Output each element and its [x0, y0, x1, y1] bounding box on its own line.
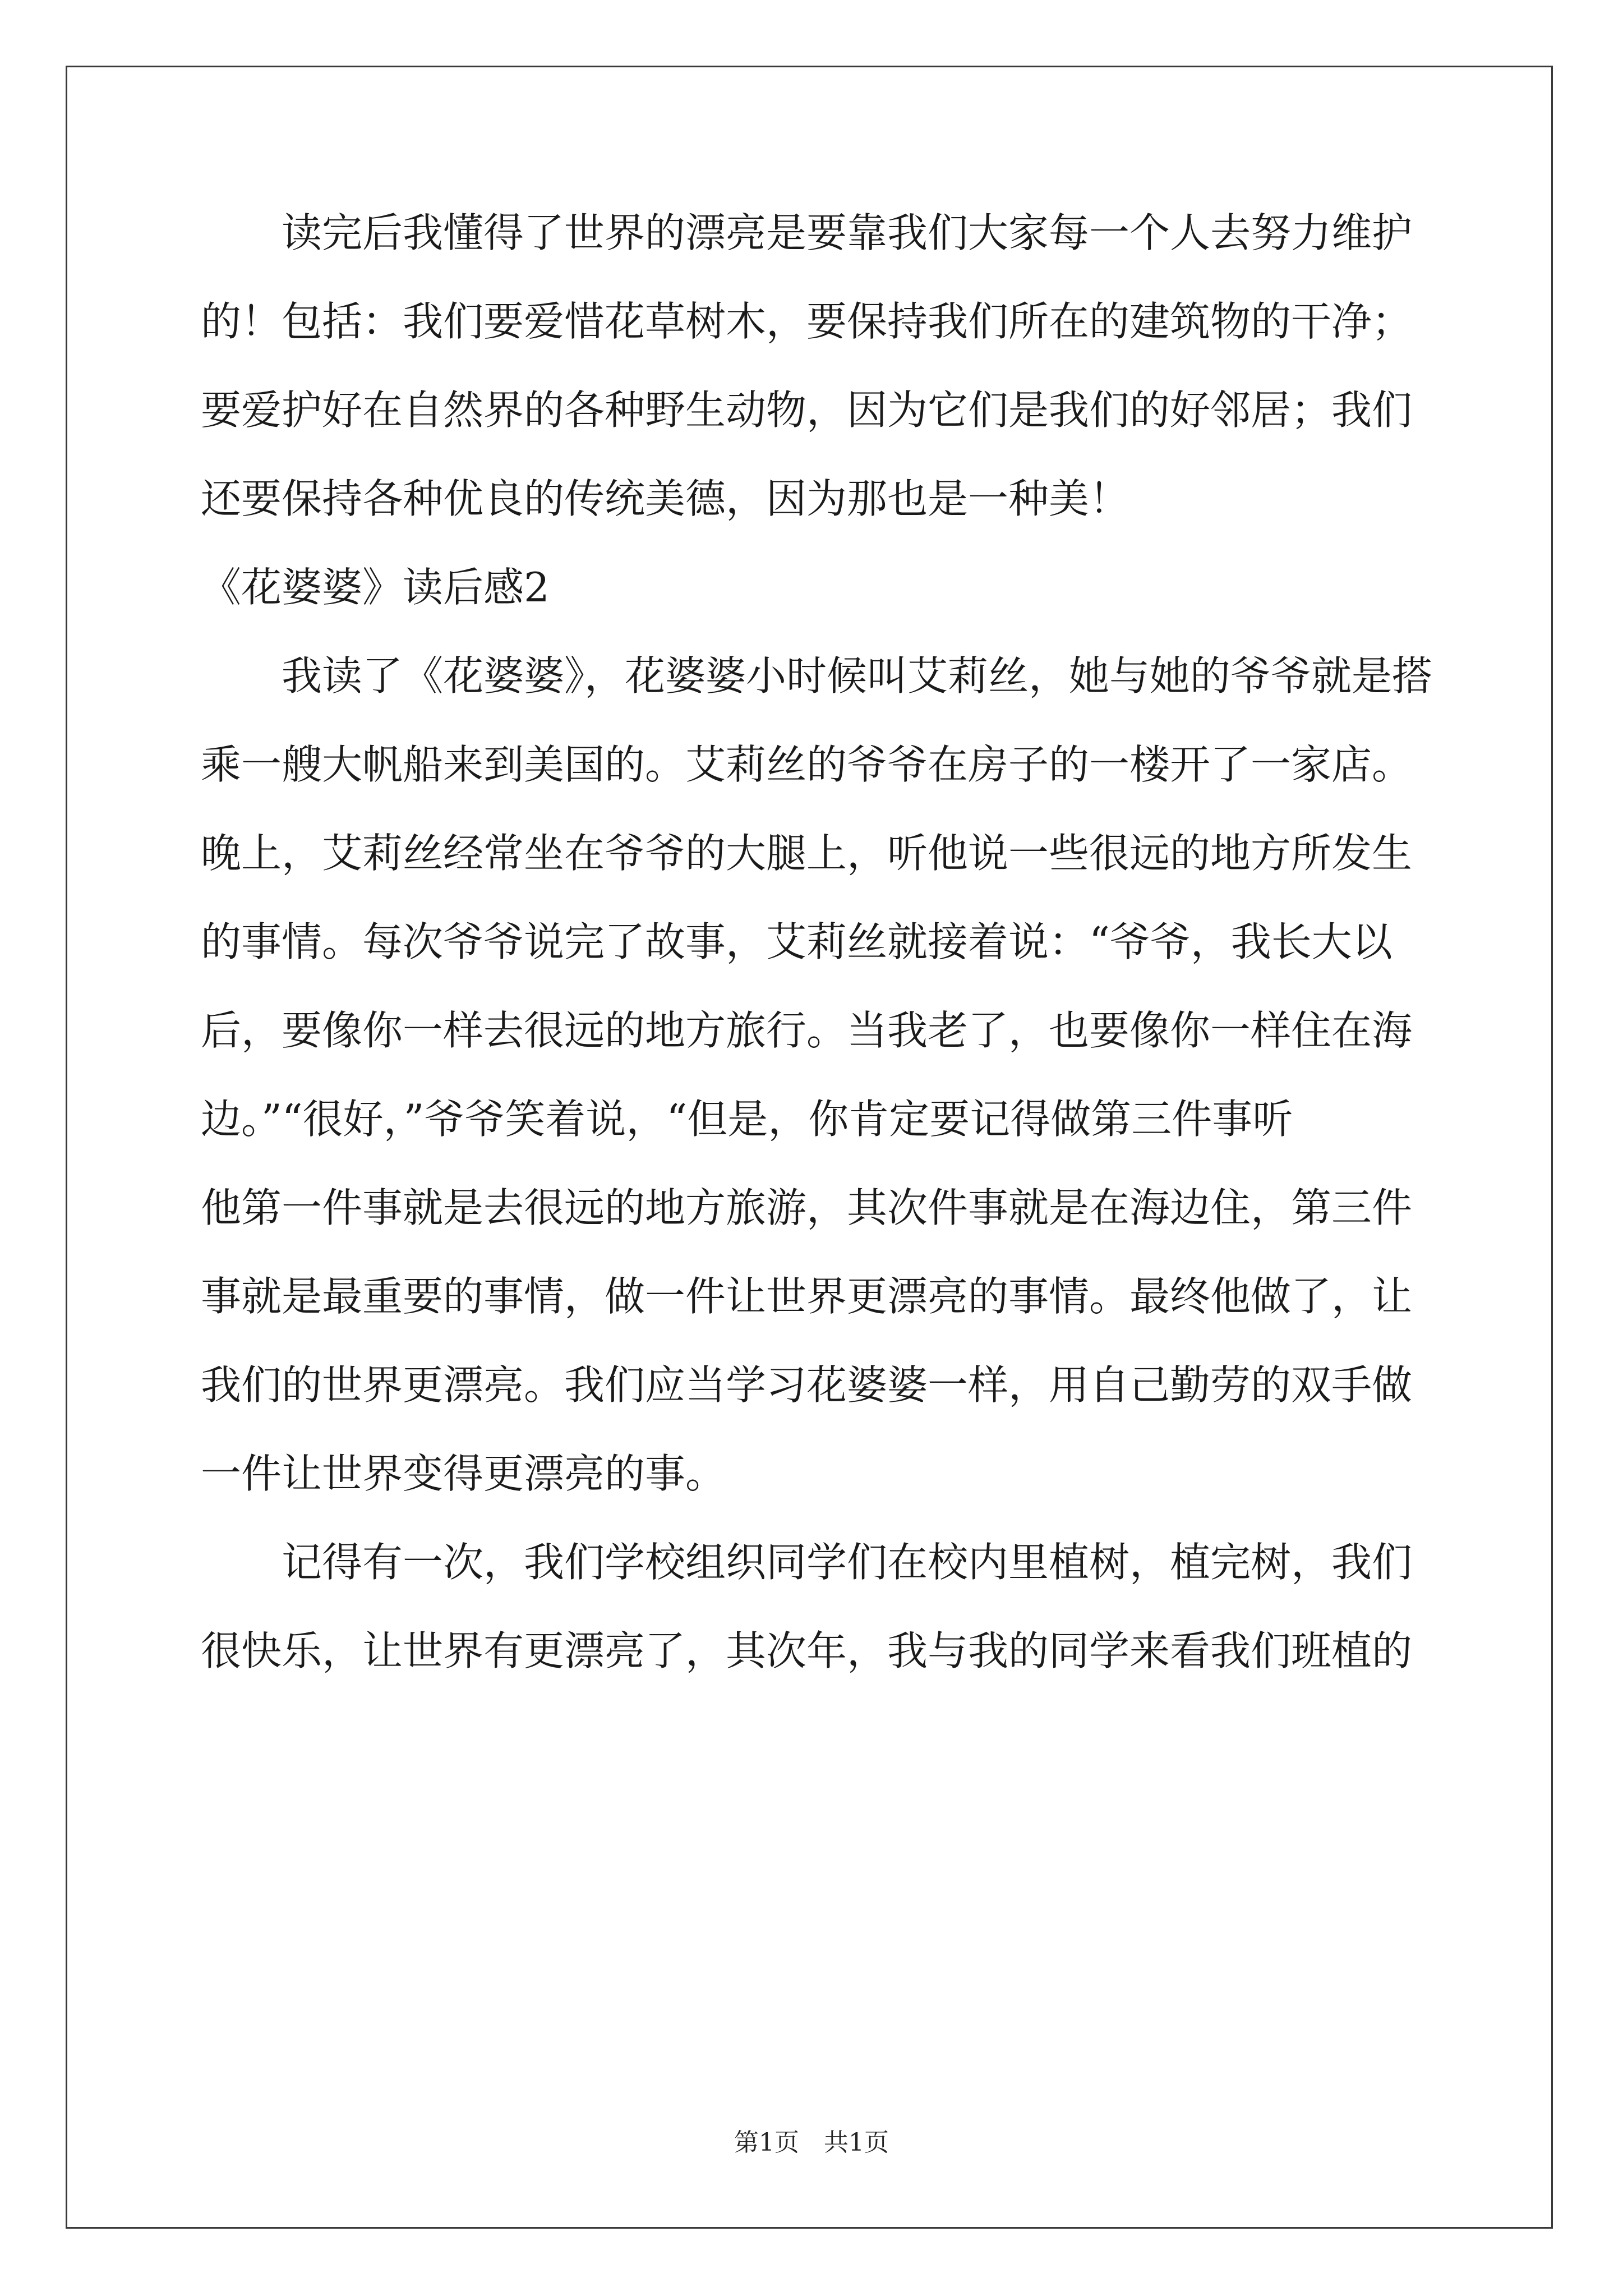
paragraph-2-line-3: 晚上，艾莉丝经常坐在爷爷的大腿上，听他说一些很远的地方所发生 — [201, 830, 1413, 877]
paragraph-1-line-2: 的！包括：我们要爱惜花草树木，要保持我们所在的建筑物的干净； — [201, 298, 1413, 345]
paragraph-1-line-4: 还要保持各种优良的传统美德，因为那也是一种美！ — [201, 475, 1130, 522]
page-number-footer: 第1页 共1页 — [734, 2128, 889, 2157]
paragraph-2-line-2: 乘一艘大帆船来到美国的。艾莉丝的爷爷在房子的一楼开了一家店。 — [201, 741, 1413, 788]
section-heading: 《花婆婆》读后感2 — [201, 564, 550, 611]
paragraph-2-line-9: 我们的世界更漂亮。我们应当学习花婆婆一样，用自己勤劳的双手做 — [201, 1361, 1413, 1409]
paragraph-3-line-1: 记得有一次，我们学校组织同学们在校内里植树，植完树，我们 — [201, 1539, 1413, 1586]
paragraph-2-line-10: 一件让世界变得更漂亮的事。 — [201, 1450, 726, 1497]
paragraph-1-line-3: 要爱护好在自然界的各种野生动物，因为它们是我们的好邻居；我们 — [201, 386, 1413, 434]
paragraph-2-line-1: 我读了《花婆婆》，花婆婆小时候叫艾莉丝，她与她的爷爷就是搭 — [201, 652, 1433, 700]
paragraph-3-line-2: 很快乐，让世界有更漂亮了，其次年，我与我的同学来看我们班植的 — [201, 1627, 1413, 1674]
paragraph-2-line-8: 事就是最重要的事情，做一件让世界更漂亮的事情。最终他做了，让 — [201, 1273, 1413, 1320]
paragraph-2-line-6: 边。”“很好，”爷爷笑着说，“但是，你肯定要记得做第三件事听 — [201, 1096, 1293, 1143]
paragraph-2-line-4: 的事情。每次爷爷说完了故事，艾莉丝就接着说：“爷爷，我长大以 — [201, 918, 1393, 965]
paragraph-1-line-1: 读完后我懂得了世界的漂亮是要靠我们大家每一个人去努力维护 — [201, 209, 1413, 256]
paragraph-2-line-7: 他第一件事就是去很远的地方旅游，其次件事就是在海边住，第三件 — [201, 1184, 1413, 1231]
paragraph-2-line-5: 后，要像你一样去很远的地方旅行。当我老了，也要像你一样住在海 — [201, 1007, 1413, 1054]
